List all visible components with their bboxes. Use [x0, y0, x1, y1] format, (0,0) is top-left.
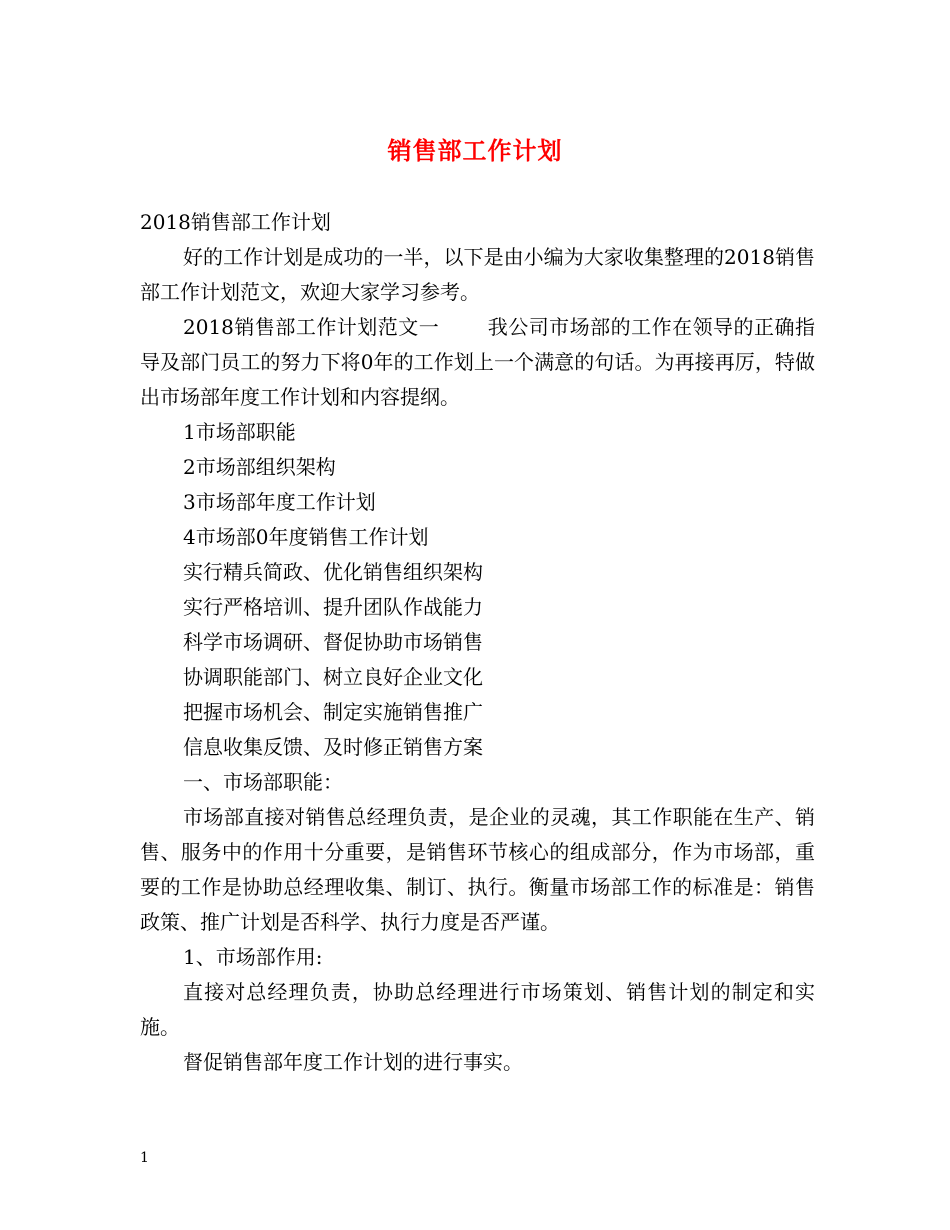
outline-item-6: 实行严格培训、提升团队作战能力: [183, 595, 483, 619]
intro-paragraph: 好的工作计划是成功的一半，以下是由小编为大家收集整理的2018销售部工作计划范文，欢迎大家学习参考。: [140, 245, 815, 304]
subsection-1-paragraph: 直接对总经理负责，协助总经理进行市场策划、销售计划的制定和实施。: [140, 980, 815, 1039]
outline-item-2: 2市场部组织架构: [183, 455, 336, 479]
outline-item-8: 协调职能部门、树立良好企业文化: [183, 665, 483, 689]
document-heading: 2018销售部工作计划: [140, 210, 331, 234]
outline-item-3: 3市场部年度工作计划: [183, 490, 376, 514]
document-title: 销售部工作计划: [387, 136, 563, 165]
sample-label: 2018销售部工作计划范文一: [183, 315, 440, 339]
outline-item-1: 1市场部职能: [183, 420, 296, 444]
outline-item-7: 科学市场调研、督促协助市场销售: [183, 630, 483, 654]
section-1-paragraph: 市场部直接对销售总经理负责，是企业的灵魂，其工作职能在生产、销售、服务中的作用十分重要，是销售环节核心的组成部分，作为市场部，重要的工作是协助总经理收集、制订、执行。衡量市场部工作的标准是：销售政策、推广计划是否科学、执行力度是否严谨。: [140, 805, 815, 934]
outline-item-4: 4市场部0年度销售工作计划: [183, 525, 429, 549]
subsection-1-paragraph-2: 督促销售部年度工作计划的进行事实。: [183, 1050, 523, 1074]
outline-item-10: 信息收集反馈、及时修正销售方案: [183, 735, 483, 759]
sample-paragraph: [140, 310, 815, 415]
subsection-1-title: 1、市场部作用:: [183, 945, 323, 969]
document-body: [140, 205, 815, 1080]
sample-text: 我公司市场部的工作在领导的正确指导及部门员工的努力下将0年的工作划上一个满意的句话。为再接再厉，特做出市场部年度工作计划和内容提纲。: [140, 315, 815, 409]
section-1-title: 一、市场部职能：: [183, 770, 343, 794]
outline-item-5: 实行精兵简政、优化销售组织架构: [183, 560, 483, 584]
outline-item-9: 把握市场机会、制定实施销售推广: [183, 700, 483, 724]
page-number: 1: [140, 1150, 149, 1166]
